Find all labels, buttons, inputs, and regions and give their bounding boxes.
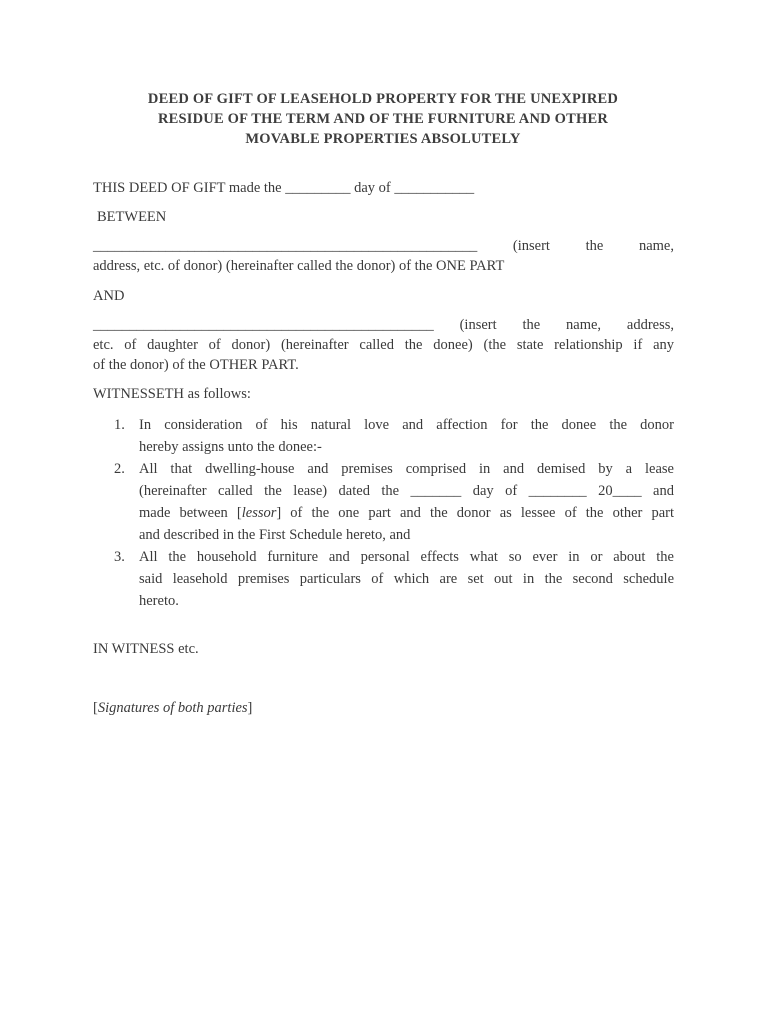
item-3-line-3: hereto.: [139, 593, 179, 609]
item-2-line-4: and described in the First Schedule hereto, and: [139, 527, 411, 543]
item-2-line-3-post: ] of the one part and the donor as lessee of the other part: [276, 505, 674, 521]
item-2-line-2: (hereinafter called the lease) dated the _______ day of ________ 20____ and: [139, 483, 674, 499]
item-3-line-2: said leasehold premises particulars of which are set out in the second schedule: [139, 571, 674, 587]
signatures-close-bracket: ]: [247, 700, 253, 716]
donee-blank: _______________________________________________: [93, 317, 434, 333]
item-2-number: 2.: [114, 461, 125, 477]
signatures-open-bracket: [: [93, 700, 98, 716]
opening-clause: THIS DEED OF GIFT made the _________ day of ___________: [93, 180, 475, 196]
item-1-line-1: In consideration of his natural love and affection for the donee the donor: [139, 417, 674, 433]
title-line-1: DEED OF GIFT OF LEASEHOLD PROPERTY FOR THE UNEXPIRED: [147, 91, 619, 107]
signatures-text: Signatures of both parties: [97, 700, 248, 716]
donor-line-2: address, etc. of donor) (hereinafter called the donor) of the ONE PART: [93, 258, 505, 274]
item-2-line-3-pre: made between [: [139, 505, 242, 521]
witnesseth-heading: WITNESSETH as follows:: [93, 386, 251, 402]
item-3-number: 3.: [114, 549, 125, 565]
between-heading: BETWEEN: [97, 209, 167, 225]
donor-instruction: (insert the name,: [512, 238, 674, 254]
document-title: [92, 89, 674, 149]
title-line-3: MOVABLE PROPERTIES ABSOLUTELY: [245, 131, 521, 147]
and-heading: AND: [93, 288, 125, 304]
donee-line-3: of the donor) of the OTHER PART.: [93, 357, 299, 373]
title-line-2: RESIDUE OF THE TERM AND OF THE FURNITURE AND OTHER: [157, 111, 609, 127]
item-1-number: 1.: [114, 417, 125, 433]
item-3-line-1: All the household furniture and personal effects what so ever in or about the: [139, 549, 674, 565]
donee-line-2: etc. of daughter of donor) (hereinafter called the donee) (the state relationship if any: [93, 337, 674, 353]
donor-line-1: [93, 236, 674, 256]
item-2-line-3: [139, 502, 674, 524]
donee-instruction: (insert the name, address,: [459, 317, 674, 333]
in-witness-clause: IN WITNESS etc.: [93, 641, 199, 657]
donor-blank: _____________________________________________________: [93, 238, 478, 254]
item-1-line-2: hereby assigns unto the donee:-: [139, 439, 322, 455]
signatures-placeholder: [93, 698, 252, 718]
donee-line-1: [93, 315, 674, 335]
item-2-line-1: All that dwelling-house and premises comprised in and demised by a lease: [139, 461, 674, 477]
lessor-placeholder: lessor: [241, 505, 277, 521]
